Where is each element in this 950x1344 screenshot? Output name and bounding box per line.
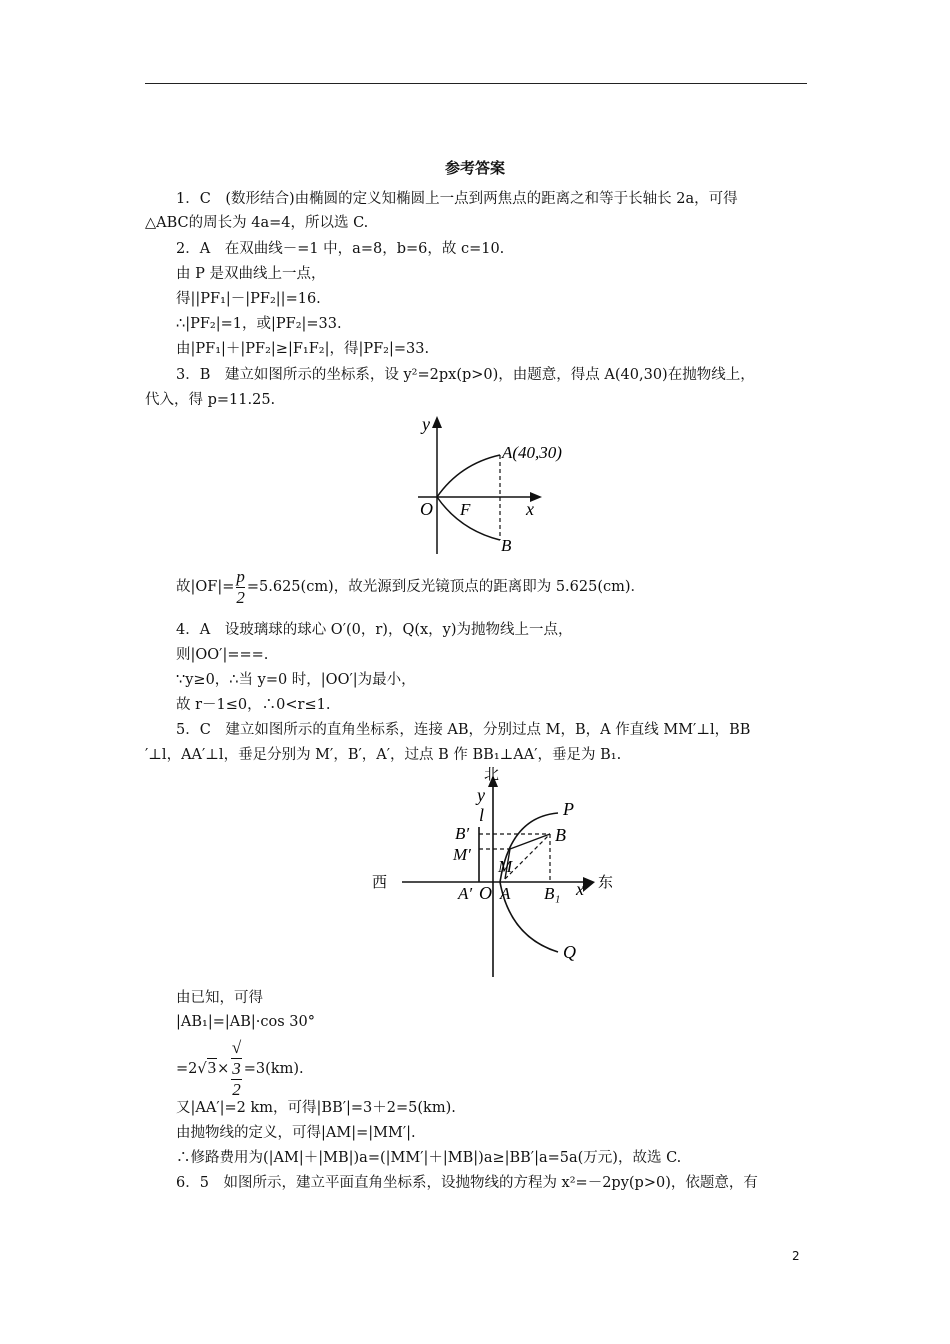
answer-1-line-2: △ABC的周长为 4a=4，所以选 C. — [145, 215, 369, 231]
answer-5-line-7: 由抛物线的定义，可得|AM|=|MM′|. — [176, 1125, 416, 1141]
sqrt-3-a: 3 — [207, 1058, 217, 1077]
fraction-sqrt3-over-2: √ 3 2 — [231, 1038, 242, 1099]
frac-denominator: 2 — [236, 587, 245, 607]
answer-2-line-1: 2．A 在双曲线－=1 中，a=8，b=6，故 c=10. — [176, 241, 505, 257]
x-axis-arrow — [583, 877, 595, 892]
answer-4-line-4: 故 r－1≤0，∴0<r≤1. — [176, 697, 331, 713]
label-y: y — [477, 785, 485, 805]
page-number: 2 — [792, 1249, 800, 1263]
answer-4-line-1: 4．A 设玻璃球的球心 O′(0，r)，Q(x，y)为抛物线上一点， — [176, 622, 573, 638]
answer-3-line-1: 3．B 建立如图所示的坐标系，设 y²=2px(p>0)，由题意，得点 A(40,30)在抛物线上， — [176, 367, 755, 383]
answer-4-line-2: 则|OO′|===. — [176, 647, 269, 663]
answer-4-line-3: ∵y≥0，∴当 y=0 时，|OO′|为最小， — [176, 672, 416, 688]
frac-denominator-2: 2 — [232, 1080, 241, 1099]
answer-5-line-3: 由已知，可得 — [176, 990, 263, 1006]
answer-2-line-2: 由 P 是双曲线上一点， — [176, 266, 326, 282]
label-east: 东 — [598, 873, 614, 891]
label-a-prime: A′ — [458, 884, 473, 903]
answer-5-line-5: =2√3× √ 3 2 =3(km). — [176, 1038, 304, 1099]
label-y: y — [422, 414, 430, 434]
answer-2-line-4: ∴|PF₂|=1，或|PF₂|=33. — [176, 316, 342, 332]
frac-numerator: p — [236, 566, 245, 586]
label-north: 北 — [484, 767, 500, 783]
answer-3-line-3 — [176, 564, 645, 610]
times-sign: × — [217, 1061, 230, 1077]
y-axis-arrow — [432, 416, 442, 428]
answer-5-line-6: 又|AA′|=2 km，可得|BB′|=3＋2=5(km). — [176, 1100, 456, 1116]
sqrt-3-b: 3 — [232, 1059, 241, 1078]
label-a: A(40,30) — [502, 443, 562, 462]
label-b-prime: B′ — [455, 824, 470, 843]
answer-5-line-1: 5．C 建立如图所示的直角坐标系，连接 AB，分别过点 M，B，A 作直线 MM′⊥l，BB — [176, 722, 751, 738]
answer-2-line-3: 得||PF₁|－|PF₂||=16. — [176, 291, 321, 307]
label-q: Q — [563, 942, 576, 962]
figure-road — [360, 767, 630, 979]
answer-6-line-1: 6．5 如图所示，建立平面直角坐标系，设抛物线的方程为 x²=－2py(p>0)，依题意，有 — [176, 1175, 758, 1191]
label-o: O — [420, 499, 433, 519]
header-rule — [145, 83, 807, 84]
label-west: 西 — [372, 873, 388, 891]
label-x: x — [576, 879, 584, 899]
answer-5-line-5-pre: =2 — [176, 1061, 198, 1077]
answer-5-line-5-post: =3(km). — [243, 1061, 304, 1077]
label-b: B — [501, 536, 512, 555]
label-p: P — [563, 799, 574, 819]
answer-5-line-4: |AB₁|=|AB|·cos 30° — [176, 1014, 315, 1030]
label-x: x — [526, 499, 534, 519]
label-m-prime: M′ — [453, 845, 471, 864]
label-m: M — [498, 857, 513, 876]
label-a: A — [500, 884, 511, 903]
answer-heading: 参考答案 — [444, 159, 505, 177]
label-o: O — [479, 883, 492, 903]
label-f: F — [460, 500, 471, 519]
answer-1-line-1: 1．C (数形结合)由椭圆的定义知椭圆上一点到两焦点的距离之和等于长轴长 2a，可得 — [176, 191, 738, 207]
answer-3-line-3-pre: 故|OF|= — [176, 579, 235, 595]
answer-2-line-5: 由|PF₁|＋|PF₂|≥|F₁F₂|，得|PF₂|=33. — [176, 341, 430, 357]
label-l: l — [479, 805, 485, 825]
fraction-p-over-2 — [236, 567, 245, 608]
answer-3-line-2: 代入，得 p=11.25. — [145, 392, 276, 408]
answer-3-line-3-post: =5.625(cm)，故光源到反光镜顶点的距离即为 5.625(cm)． — [246, 579, 646, 595]
answer-5-line-2: ′⊥l，AA′⊥l，垂足分别为 M′，B′，A′，过点 B 作 BB₁⊥AA′，垂足为 B₁. — [145, 747, 622, 763]
label-b1: B₁ — [544, 884, 561, 903]
figure-parabola — [400, 412, 580, 562]
label-b: B — [555, 825, 566, 845]
answer-5-line-8: ∴修路费用为(|AM|＋|MB|)a=(|MM′|＋|MB|)a≥|BB′|a=5a(万元)，故选 C. — [176, 1150, 682, 1166]
